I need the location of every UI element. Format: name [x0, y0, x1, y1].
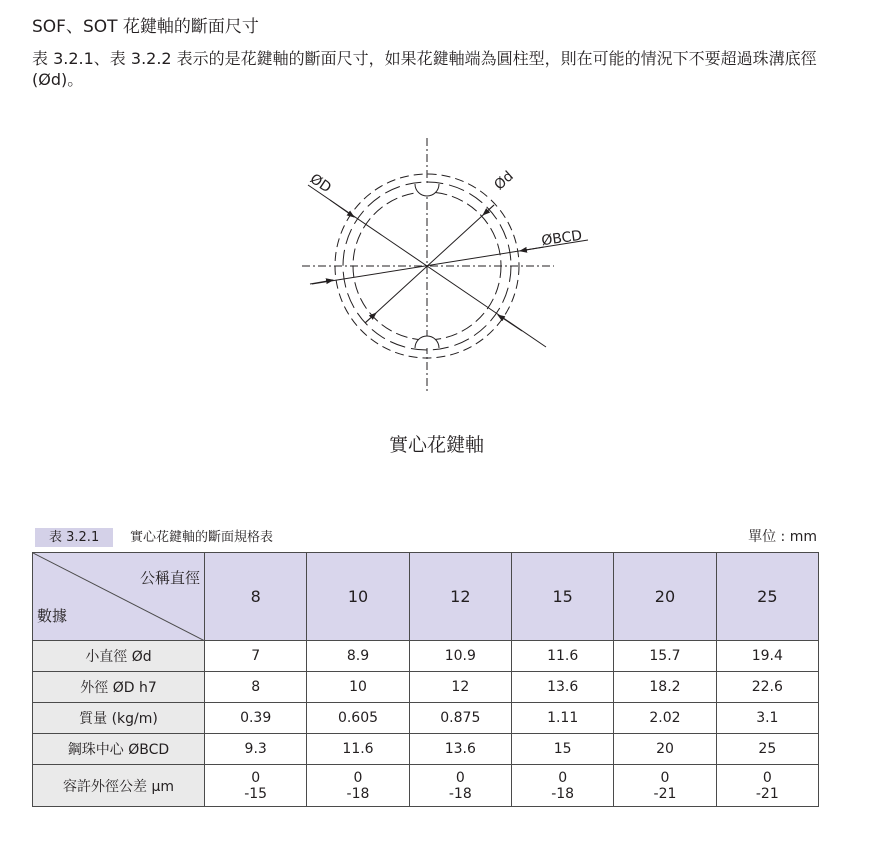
tolerance-upper: 0	[558, 769, 568, 786]
row-label: 小直徑 Ød	[33, 641, 205, 672]
table-number-tag: 表 3.2.1	[35, 528, 113, 547]
corner-cell	[33, 553, 205, 641]
table-row	[33, 672, 819, 703]
row-label: 鋼珠中心 ØBCD	[33, 734, 205, 765]
table-cell: 15.7	[614, 641, 716, 672]
tolerance-upper: 0	[353, 769, 363, 786]
size-header: 8	[205, 553, 307, 641]
bcd-label: ØBCD	[540, 227, 584, 250]
tolerance-cell	[409, 765, 511, 807]
tolerance-cell	[614, 765, 716, 807]
table-cell: 0.875	[409, 703, 511, 734]
table-caption	[35, 528, 817, 548]
table-cell: 8	[205, 672, 307, 703]
table-cell: 8.9	[307, 641, 409, 672]
table-cell: 9.3	[205, 734, 307, 765]
table-cell: 15	[511, 734, 613, 765]
table-cell: 10	[307, 672, 409, 703]
header-row	[33, 553, 819, 641]
unit-label: 單位 : mm	[748, 529, 817, 545]
tolerance-cell	[205, 765, 307, 807]
corner-bottom-label: 數據	[37, 607, 68, 625]
corner-top-label: 公稱直徑	[139, 569, 200, 587]
tolerance-lower: -21	[653, 785, 677, 802]
tolerance-lower: -18	[346, 785, 370, 802]
size-header: 25	[716, 553, 818, 641]
table-cell: 18.2	[614, 672, 716, 703]
tolerance-cell	[511, 765, 613, 807]
tolerance-lower: -18	[448, 785, 472, 802]
table-row	[33, 641, 819, 672]
spec-table	[32, 552, 819, 807]
spline-shaft-cross-section-diagram	[290, 130, 600, 400]
row-label: 外徑 ØD h7	[33, 672, 205, 703]
tolerance-upper: 0	[762, 769, 772, 786]
table-cell: 13.6	[511, 672, 613, 703]
tolerance-lower: -15	[244, 785, 268, 802]
table-cell: 2.02	[614, 703, 716, 734]
table-cell: 11.6	[307, 734, 409, 765]
size-header: 20	[614, 553, 716, 641]
table-cell: 3.1	[716, 703, 818, 734]
tolerance-upper: 0	[251, 769, 261, 786]
tolerance-cell	[716, 765, 818, 807]
table-cell: 0.605	[307, 703, 409, 734]
table-cell: 13.6	[409, 734, 511, 765]
table-title: 實心花鍵軸的斷面規格表	[130, 530, 274, 545]
size-header: 12	[409, 553, 511, 641]
size-header: 15	[511, 553, 613, 641]
tolerance-row	[33, 765, 819, 807]
id-label: Ød	[491, 168, 517, 194]
tolerance-cell	[307, 765, 409, 807]
table-row	[33, 703, 819, 734]
figure-caption: 實心花鍵軸	[388, 434, 484, 456]
size-header: 10	[307, 553, 409, 641]
intro-text: 表 3.2.1、表 3.2.2 表示的是花鍵軸的斷面尺寸，如果花鍵軸端為圓柱型，則在可能的情況下不要超過珠溝底徑 (Ød)。	[32, 49, 817, 89]
table-cell: 1.11	[511, 703, 613, 734]
top-groove	[415, 184, 439, 196]
od-label: ØD	[306, 170, 334, 197]
table-cell: 25	[716, 734, 818, 765]
id-dimension-line	[365, 205, 494, 323]
table-cell: 0.39	[205, 703, 307, 734]
table-cell: 20	[614, 734, 716, 765]
table-cell: 11.6	[511, 641, 613, 672]
table-row	[33, 734, 819, 765]
section-heading: SOF、SOT 花鍵軸的斷面尺寸	[32, 17, 259, 37]
tolerance-upper: 0	[455, 769, 465, 786]
table-cell: 7	[205, 641, 307, 672]
table-cell: 19.4	[716, 641, 818, 672]
bottom-groove	[415, 336, 439, 348]
row-label: 質量 (kg/m)	[33, 703, 205, 734]
table-cell: 22.6	[716, 672, 818, 703]
tolerance-lower: -18	[551, 785, 575, 802]
table-cell: 10.9	[409, 641, 511, 672]
row-label: 容許外徑公差 µm	[33, 765, 205, 807]
tolerance-lower: -21	[755, 785, 779, 802]
table-cell: 12	[409, 672, 511, 703]
tolerance-upper: 0	[660, 769, 670, 786]
